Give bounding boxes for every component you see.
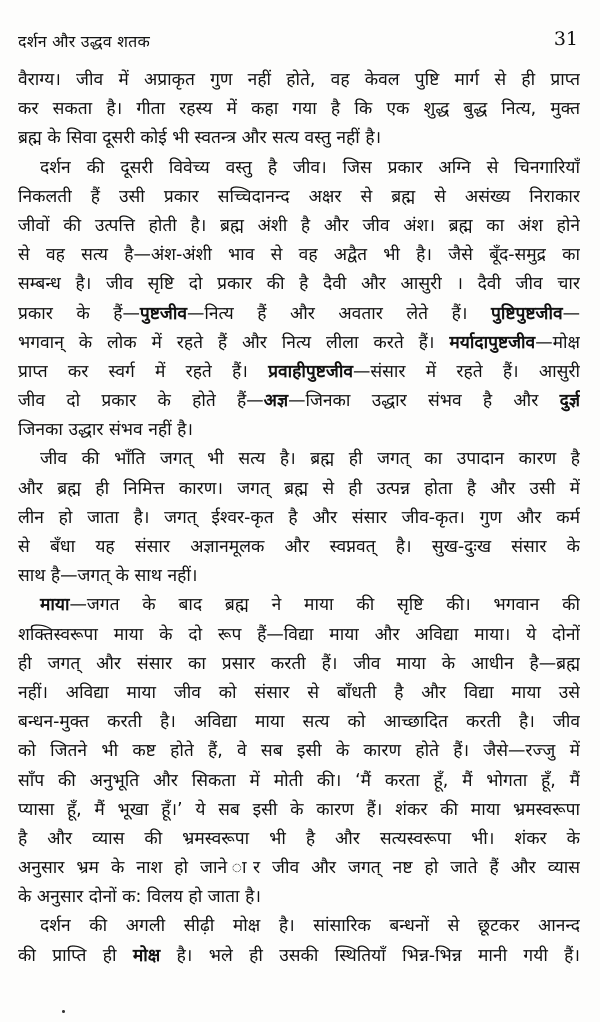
text-segment: —जगत के बाद ब्रह्म ने माया की सृष्टि की। भगवान की [69,595,580,616]
text-segment: —नित्य हैं और अवतार लेते हैं। [187,303,491,324]
text-line [18,942,580,971]
text-line [18,241,580,270]
text-segment: सम्बन्ध है। जीव सृष्टि दो प्रकार की है दैवी और आसुरी । दैवी जीव चार [18,274,580,295]
text-line [18,796,580,825]
text-segment: दर्शन की अगली सीढ़ी मोक्ष है। सांसारिक बन्धनों से छूटकर आनन्द [40,916,580,937]
text-line [18,212,580,241]
text-segment: जिनका उद्धार संभव नहीं है। [18,420,193,441]
text-line [18,708,580,737]
text-line [18,562,580,591]
text-line [18,883,580,912]
text-segment: ही जगत् और संसार का प्रसार करती हैं। जीव माया के आधीन है—ब्रह्म [18,653,580,674]
text-segment: बन्धन-मुक्त करती है। अविद्या माया सत्य को आच्छादित करती है। जीव [18,712,580,733]
bold-term: प्रवाहीपुष्टजीव [268,361,354,382]
text-line [18,445,580,474]
bold-term: माया [40,595,70,616]
text-segment: अनुसार भ्रम के नाश हो जाने ार जीव और जगत् नष्ट हो जाते हैं और व्यास [18,858,580,879]
text-line [18,270,580,299]
text-segment: है और व्यास की भ्रमस्वरूपा भी है और सत्यस्वरूपा भी। शंकर के [18,828,580,849]
text-line [18,475,580,504]
text-segment: नहीं। अविद्या माया जीव को संसार से बाँधती है और विद्या माया उसे [18,682,580,703]
text-segment: जीव दो प्रकार के होते हैं— [18,391,264,412]
text-line [18,183,580,212]
page-number: 31 [553,28,578,50]
text-segment: प्यासा हूँ, मैं भूखा हूँ।’ ये सब इसी के कारण हैं। शंकर की माया भ्रमस्वरूपा [18,799,580,820]
text-line [18,416,580,445]
text-segment: लीन हो जाता है। जगत् ईश्वर-कृत है और संसार जीव-कृत। गुण और कर्म [18,507,580,528]
text-line [18,329,580,358]
text-line [18,504,580,533]
text-line [18,358,580,387]
text-line [18,767,580,796]
text-segment: है। भले ही उसकी स्थितियाँ भिन्न-भिन्न मानी गयी हैं। [160,945,580,966]
text-line [18,650,580,679]
text-segment: से वह सत्य है—अंश-अंशी भाव से वह अद्वैत भी है। जैसे बूँद-समुद्र का [18,245,580,266]
running-head: दर्शन और उद्धव शतक [18,32,150,51]
text-segment: भगवान् के लोक में रहते हैं और नित्य लीला करते हैं। [18,332,450,353]
text-segment: और ब्रह्म ही निमित्त कारण। जगत् ब्रह्म से ही उत्पन्न होता है और उसी में [18,478,580,499]
text-segment: —जिनका उद्धार संभव है और [288,391,560,412]
text-line [18,300,580,329]
text-line [18,825,580,854]
text-line [18,95,580,124]
text-line [18,679,580,708]
text-line [18,912,580,941]
text-segment: प्रकार के हैं— [18,303,140,324]
text-segment: वैराग्य। जीव में अप्राकृत गुण नहीं होते, वह केवल पुष्टि मार्ग से ही प्राप्त [18,70,580,90]
text-segment: ब्रह्म के सिवा दूसरी कोई भी स्वतन्त्र और सत्य वस्तु नहीं है। [18,128,382,149]
text-line [18,621,580,650]
text-segment: — [562,303,580,324]
text-line [18,533,580,562]
bold-term: पुष्टजीव [139,303,188,324]
text-segment: दर्शन की दूसरी विवेच्य वस्तु है जीव। जिस प्रकार अग्नि से चिनगारियाँ [40,157,580,178]
text-line [18,66,580,95]
text-line [18,591,580,620]
text-segment: कर सकता है। गीता रहस्य में कहा गया है कि एक शुद्ध बुद्ध नित्य, मुक्त [18,99,580,120]
body-text [18,66,580,971]
text-segment: को जितने भी कष्ट होते हैं, वे सब इसी के कारण होते हैं। जैसे—रज्जु में [18,741,580,762]
text-line [18,154,580,183]
bold-term: पुष्टिपुष्टजीव [490,303,563,324]
text-segment: —संसार में रहते हैं। आसुरी [353,361,580,382]
text-segment: निकलती हैं उसी प्रकार सच्चिदानन्द अक्षर से ब्रह्म से असंख्य निराकार [18,186,580,207]
text-segment: साँप की अनुभूति और सिकता में मोती की। ‘मैं करता हूँ, मैं भोगता हूँ, मैं [18,770,580,791]
text-segment: से बँधा यह संसार अज्ञानमूलक और स्वप्नवत् है। सुख-दुःख संसार के [18,537,580,557]
text-segment: की प्राप्ति ही [18,945,133,966]
text-segment: —मोक्ष [535,332,580,353]
bold-term: मर्यादापुष्टजीव [449,332,536,353]
text-segment: प्राप्त कर स्वर्ग में रहते हैं। [18,361,269,382]
text-line [18,124,580,153]
text-line [18,854,580,883]
text-segment: के अनुसार दोनों क: विलय हो जाता है। [18,887,261,908]
text-segment: जीव की भाँति जगत् भी सत्य है। ब्रह्म ही जगत् का उपादान कारण है [40,449,580,470]
text-segment: साथ है—जगत् के साथ नहीं। [18,566,198,587]
page-header [18,30,578,56]
text-segment: शक्तिस्वरूपा माया के दो रूप हैं—विद्या माया और अविद्या माया। ये दोनों [18,624,580,645]
bold-term: अज्ञ [263,391,289,412]
print-speck [62,1010,65,1013]
bold-term: मोक्ष [132,945,161,966]
text-segment: जीवों की उत्पत्ति होती है। ब्रह्म अंशी है और जीव अंश। ब्रह्म का अंश होने [18,215,580,236]
bold-term: दुर्ज्ञ [559,391,580,412]
text-line [18,387,580,416]
text-line [18,737,580,766]
